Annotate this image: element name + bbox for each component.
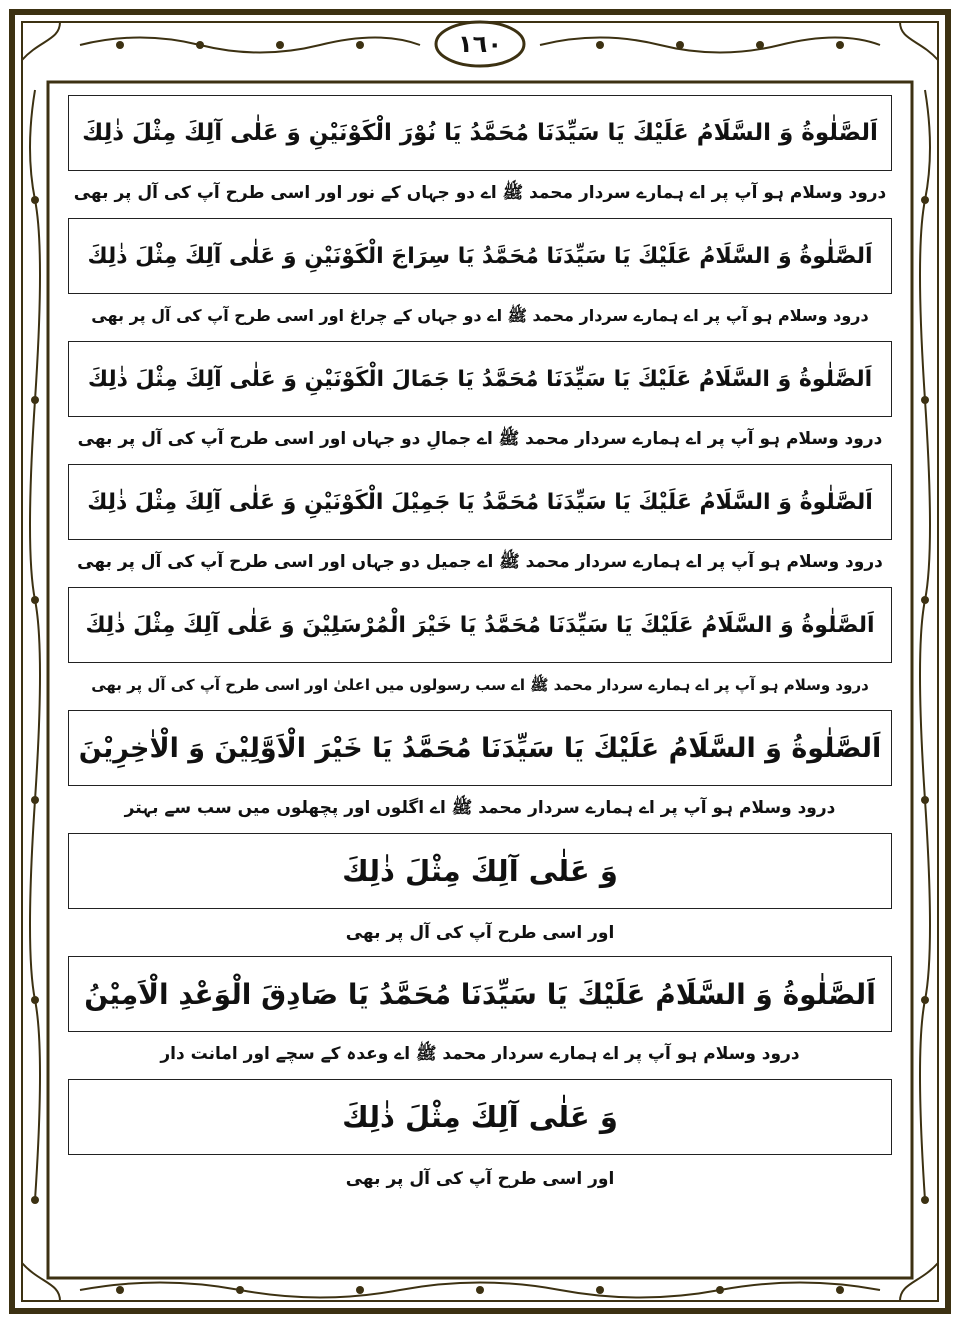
arabic-box-6 — [68, 710, 892, 786]
urdu-translation-8: درود وسلام ہو آپ پر اے ہمارے سردار محمد ﷺ اے وعدہ کے سچے اور امانت دار — [160, 1044, 800, 1064]
arabic-box-9 — [68, 1079, 892, 1155]
arabic-text: وَ عَلٰى آلِكَ مِثْلَ ذٰلِكَ — [342, 854, 618, 888]
arabic-box-1 — [68, 95, 892, 171]
urdu-translation-1: درود وسلام ہو آپ پر اے ہمارے سردار محمد ﷺ اے دو جہاں کے نور اور اسی طرح آپ کی آل پر بھی — [73, 183, 887, 203]
arabic-box-7 — [68, 833, 892, 909]
arabic-text: اَلصَّلٰوةُ وَ السَّلَامُ عَلَيْكَ يَا سَيِّدَنَا مُحَمَّدُ يَا جَمِيْلَ الْكَوْنَيْنِ وَ عَلٰى آلِكَ مِثْلَ ذٰلِكَ — [87, 489, 873, 515]
arabic-text: اَلصَّلٰوةُ وَ السَّلَامُ عَلَيْكَ يَا سَيِّدَنَا مُحَمَّدُ يَا خَيْرَ الْمُرْسَلِيْنَ وَ عَلٰى آلِكَ مِثْلَ ذٰلِكَ — [85, 612, 875, 638]
arabic-box-4 — [68, 464, 892, 540]
arabic-box-5 — [68, 587, 892, 663]
urdu-translation-6: درود وسلام ہو آپ پر اے ہمارے سردار محمد ﷺ اے اگلوں اور پچھلوں میں سب سے بہتر — [124, 798, 836, 818]
urdu-translation-5: درود وسلام ہو آپ پر اے ہمارے سردار محمد ﷺ اے سب رسولوں میں اعلیٰ اور اسی طرح آپ کی آل پر بھی — [91, 675, 869, 694]
urdu-translation-2: درود وسلام ہو آپ پر اے ہمارے سردار محمد ﷺ اے دو جہاں کے چراغ اور اسی طرح آپ کی آل پر بھی — [91, 306, 869, 325]
arabic-box-8 — [68, 956, 892, 1032]
arabic-text: وَ عَلٰى آلِكَ مِثْلَ ذٰلِكَ — [342, 1100, 618, 1134]
arabic-box-3 — [68, 341, 892, 417]
urdu-translation-3: درود وسلام ہو آپ پر اے ہمارے سردار محمد ﷺ اے جمالِ دو جہاں اور اسی طرح آپ کی آل پر بھی — [77, 429, 883, 449]
durood-list — [68, 95, 892, 1202]
urdu-translation-4: درود وسلام ہو آپ پر اے ہمارے سردار محمد ﷺ اے جمیل دو جہاں اور اسی طرح آپ کی آل پر بھی — [77, 552, 883, 572]
arabic-text: اَلصَّلٰوةُ وَ السَّلَامُ عَلَيْكَ يَا سَيِّدَنَا مُحَمَّدُ يَا سِرَاجَ الْكَوْنَيْنِ وَ عَلٰى آلِكَ مِثْلَ ذٰلِكَ — [87, 243, 873, 269]
arabic-text: اَلصَّلٰوةُ وَ السَّلَامُ عَلَيْكَ يَا سَيِّدَنَا مُحَمَّدُ يَا صَادِقَ الْوَعْدِ الْاَمِيْنُ — [84, 977, 876, 1011]
arabic-box-2 — [68, 218, 892, 294]
urdu-translation-7: اور اسی طرح آپ کی آل پر بھی — [345, 922, 615, 943]
arabic-text: اَلصَّلٰوةُ وَ السَّلَامُ عَلَيْكَ يَا سَيِّدَنَا مُحَمَّدُ يَا نُوْرَ الْكَوْنَيْنِ وَ عَلٰى آلِكَ مِثْلَ ذٰلِكَ — [82, 120, 878, 146]
arabic-text: اَلصَّلٰوةُ وَ السَّلَامُ عَلَيْكَ يَا سَيِّدَنَا مُحَمَّدُ يَا خَيْرَ الْاَوَّلِيْنَ وَ الْاٰخِرِيْنَ — [78, 732, 882, 764]
urdu-translation-9: اور اسی طرح آپ کی آل پر بھی — [345, 1168, 615, 1189]
arabic-text: اَلصَّلٰوةُ وَ السَّلَامُ عَلَيْكَ يَا سَيِّدَنَا مُحَمَّدُ يَا جَمَالَ الْكَوْنَيْنِ وَ عَلٰى آلِكَ مِثْلَ ذٰلِكَ — [87, 366, 873, 392]
page-number: ١٦٠ — [458, 30, 502, 58]
